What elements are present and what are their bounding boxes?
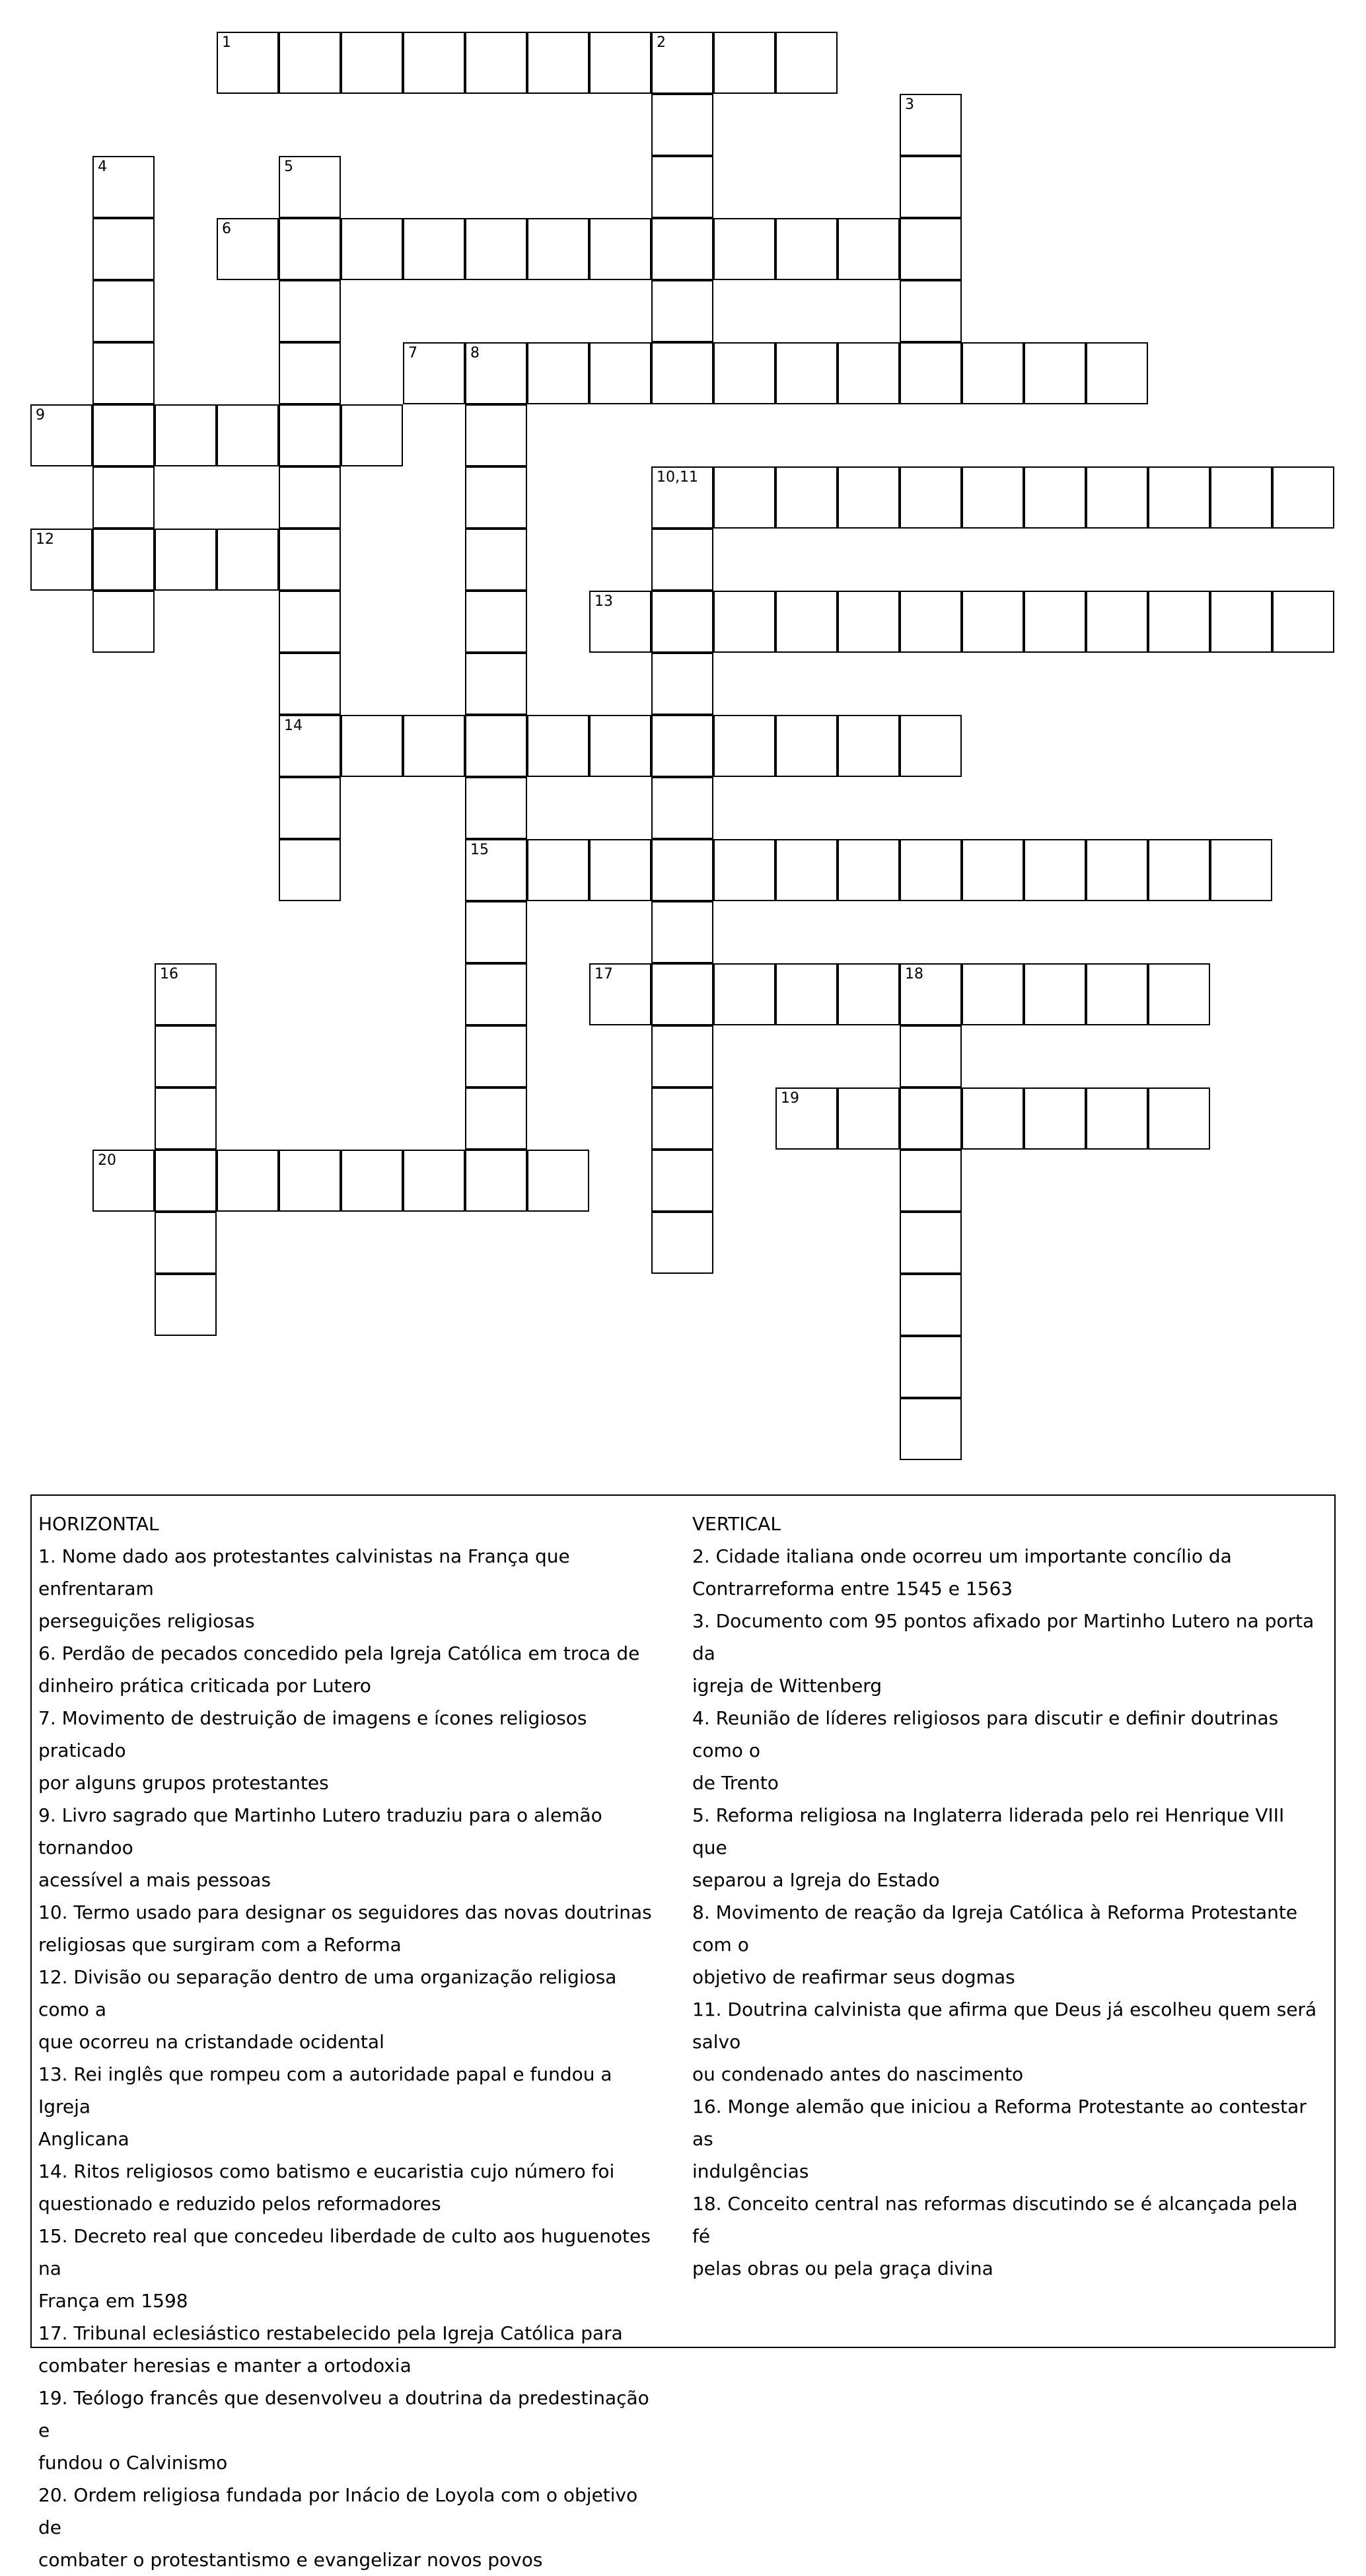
horizontal-clues: [38, 1508, 666, 2576]
grid-cell[interactable]: [465, 1025, 527, 1087]
grid-cell[interactable]: [465, 591, 527, 653]
grid-cell[interactable]: [838, 839, 900, 901]
grid-cell[interactable]: [1024, 342, 1086, 404]
grid-cell[interactable]: [1148, 466, 1210, 529]
clue-number: 13: [594, 593, 613, 610]
grid-cell[interactable]: [155, 1087, 217, 1150]
horizontal-heading: HORIZONTAL: [38, 1513, 159, 1535]
grid-cell[interactable]: [838, 963, 900, 1025]
grid-cell[interactable]: [713, 218, 775, 280]
grid-cell[interactable]: [403, 218, 465, 280]
grid-cell[interactable]: [651, 839, 713, 901]
grid-cell[interactable]: [465, 529, 527, 591]
vertical-clue-list: [692, 1540, 1320, 2285]
grid-cell[interactable]: [651, 777, 713, 839]
grid-cell[interactable]: [465, 777, 527, 839]
clue-line: Anglicana: [38, 2128, 129, 2150]
grid-cell[interactable]: [217, 1150, 279, 1212]
grid-cell[interactable]: [589, 839, 651, 901]
grid-cell[interactable]: [713, 342, 775, 404]
grid-cell[interactable]: [92, 591, 155, 653]
grid-cell[interactable]: [713, 591, 775, 653]
grid-cell[interactable]: [900, 591, 962, 653]
grid-cell[interactable]: [775, 591, 838, 653]
grid-cell[interactable]: [1024, 963, 1086, 1025]
clue-line: religiosas que surgiram com a Reforma: [38, 1934, 402, 1956]
grid-cell[interactable]: [465, 715, 527, 777]
grid-cell[interactable]: [279, 280, 341, 342]
clue-number: 19: [781, 1090, 799, 1107]
grid-cell[interactable]: [155, 1274, 217, 1336]
grid-cell[interactable]: [651, 280, 713, 342]
clue-line: 3. Documento com 95 pontos afixado por Martinho Lutero na porta da: [692, 1610, 1314, 1664]
clue-line: de Trento: [692, 1772, 779, 1794]
grid-cell[interactable]: [713, 32, 775, 94]
grid-cell[interactable]: [92, 156, 155, 218]
grid-cell[interactable]: [900, 280, 962, 342]
clue-number: 17: [594, 966, 613, 982]
clue-line: 7. Movimento de destruição de imagens e ícones religiosos praticado: [38, 1707, 587, 1761]
clue-line: dinheiro prática criticada por Lutero: [38, 1675, 371, 1697]
grid-cell[interactable]: [155, 1212, 217, 1274]
clue-line: 17. Tribunal eclesiástico restabelecido pela Igreja Católica para: [38, 2322, 623, 2344]
grid-cell[interactable]: [527, 218, 589, 280]
clue-number: 14: [284, 718, 303, 734]
grid-cell[interactable]: [589, 32, 651, 94]
clue-number: 2: [657, 34, 666, 51]
grid-cell[interactable]: [341, 32, 403, 94]
grid-cell[interactable]: [900, 342, 962, 404]
grid-cell[interactable]: [155, 1025, 217, 1087]
grid-cell[interactable]: [589, 591, 651, 653]
grid-cell[interactable]: [465, 1150, 527, 1212]
grid-cell[interactable]: [155, 529, 217, 591]
grid-cell[interactable]: [1024, 466, 1086, 529]
clue-line: 5. Reforma religiosa na Inglaterra liderada pelo rei Henrique VIII que: [692, 1804, 1285, 1858]
grid-cell[interactable]: [217, 218, 279, 280]
grid-cell[interactable]: [92, 280, 155, 342]
grid-cell[interactable]: [651, 715, 713, 777]
grid-cell[interactable]: [155, 404, 217, 466]
grid-cell[interactable]: [900, 1398, 962, 1460]
clue-number: 3: [905, 96, 914, 113]
grid-cell[interactable]: [279, 218, 341, 280]
grid-cell[interactable]: [962, 342, 1024, 404]
grid-cell[interactable]: [838, 466, 900, 529]
grid-cell[interactable]: [651, 32, 713, 94]
grid-cell[interactable]: [775, 466, 838, 529]
grid-cell[interactable]: [527, 32, 589, 94]
clue-number: 10,11: [657, 469, 698, 486]
grid-cell[interactable]: [1210, 591, 1272, 653]
grid-cell[interactable]: [651, 156, 713, 218]
clue-line: 11. Doutrina calvinista que afirma que Deus já escolheu quem será salvo: [692, 1999, 1317, 2053]
grid-cell[interactable]: [838, 591, 900, 653]
grid-cell[interactable]: [217, 32, 279, 94]
grid-cell[interactable]: [465, 218, 527, 280]
clues-box: [30, 1494, 1336, 2571]
grid-cell[interactable]: [465, 839, 527, 901]
grid-cell[interactable]: [775, 342, 838, 404]
grid-cell[interactable]: [651, 653, 713, 715]
clue-line: 12. Divisão ou separação dentro de uma organização religiosa como a: [38, 1966, 617, 2020]
grid-cell[interactable]: [713, 466, 775, 529]
clue-number: 5: [284, 159, 293, 175]
grid-cell[interactable]: [1086, 1087, 1148, 1150]
grid-cell[interactable]: [1086, 591, 1148, 653]
grid-cell[interactable]: [465, 963, 527, 1025]
grid-cell[interactable]: [465, 466, 527, 529]
clue-line: combater o protestantismo e evangelizar novos povos: [38, 2549, 543, 2571]
grid-cell[interactable]: [900, 1274, 962, 1336]
clue-line: objetivo de reafirmar seus dogmas: [692, 1966, 1015, 1988]
grid-cell[interactable]: [279, 715, 341, 777]
grid-cell[interactable]: [341, 715, 403, 777]
grid-cell[interactable]: [341, 218, 403, 280]
grid-cell[interactable]: [92, 529, 155, 591]
clue-number: 4: [98, 159, 107, 175]
grid-cell[interactable]: [1272, 591, 1334, 653]
grid-cell[interactable]: [589, 715, 651, 777]
grid-cell[interactable]: [1272, 466, 1334, 529]
grid-cell[interactable]: [279, 529, 341, 591]
grid-cell[interactable]: [527, 715, 589, 777]
grid-cell[interactable]: [651, 1212, 713, 1274]
grid-cell[interactable]: [30, 404, 92, 466]
grid-cell[interactable]: [279, 777, 341, 839]
clue-line: 16. Monge alemão que iniciou a Reforma Protestante ao contestar as: [692, 2096, 1307, 2150]
grid-cell[interactable]: [838, 342, 900, 404]
clue-number: 20: [98, 1152, 116, 1169]
grid-cell[interactable]: [775, 218, 838, 280]
grid-cell[interactable]: [900, 1150, 962, 1212]
vertical-clues: [692, 1508, 1320, 2285]
grid-cell[interactable]: [900, 839, 962, 901]
clue-number: 7: [408, 345, 417, 361]
grid-cell[interactable]: [651, 1150, 713, 1212]
grid-cell[interactable]: [651, 218, 713, 280]
grid-cell[interactable]: [403, 32, 465, 94]
grid-cell[interactable]: [1148, 591, 1210, 653]
clue-number: 6: [222, 221, 231, 237]
clue-line: 6. Perdão de pecados concedido pela Igreja Católica em troca de: [38, 1642, 640, 1664]
horizontal-clue-list: [38, 1540, 666, 2576]
grid-cell[interactable]: [589, 218, 651, 280]
grid-cell[interactable]: [465, 32, 527, 94]
grid-cell[interactable]: [1148, 839, 1210, 901]
grid-cell[interactable]: [217, 404, 279, 466]
grid-cell[interactable]: [92, 404, 155, 466]
grid-cell[interactable]: [341, 404, 403, 466]
grid-cell[interactable]: [900, 715, 962, 777]
grid-cell[interactable]: [775, 963, 838, 1025]
clue-number: 16: [160, 966, 178, 982]
grid-cell[interactable]: [279, 591, 341, 653]
grid-cell[interactable]: [775, 839, 838, 901]
clue-number: 8: [470, 345, 480, 361]
grid-cell[interactable]: [962, 466, 1024, 529]
clue-number: 15: [470, 842, 489, 858]
grid-cell[interactable]: [900, 94, 962, 156]
clue-line: questionado e reduzido pelos reformadores: [38, 2193, 441, 2215]
grid-cell[interactable]: [465, 653, 527, 715]
clue-line: 20. Ordem religiosa fundada por Inácio de Loyola com o objetivo de: [38, 2484, 638, 2538]
clue-number: 9: [36, 407, 45, 423]
clue-line: 1. Nome dado aos protestantes calvinistas na França que enfrentaram: [38, 1545, 570, 1600]
grid-cell[interactable]: [1210, 466, 1272, 529]
grid-cell[interactable]: [838, 715, 900, 777]
grid-cell[interactable]: [775, 715, 838, 777]
grid-cell[interactable]: [962, 591, 1024, 653]
clue-line: 14. Ritos religiosos como batismo e eucaristia cujo número foi: [38, 2160, 615, 2182]
grid-cell[interactable]: [713, 963, 775, 1025]
grid-cell[interactable]: [838, 218, 900, 280]
grid-cell[interactable]: [403, 342, 465, 404]
grid-cell[interactable]: [279, 839, 341, 901]
grid-cell[interactable]: [279, 653, 341, 715]
grid-cell[interactable]: [279, 32, 341, 94]
grid-cell[interactable]: [651, 529, 713, 591]
grid-cell[interactable]: [279, 404, 341, 466]
clue-number: 1: [222, 34, 231, 51]
grid-cell[interactable]: [651, 1087, 713, 1150]
clue-line: 4. Reunião de líderes religiosos para discutir e definir doutrinas como o: [692, 1707, 1279, 1761]
grid-cell[interactable]: [900, 1087, 962, 1150]
grid-cell[interactable]: [651, 901, 713, 963]
clue-line: 15. Decreto real que concedeu liberdade de culto aos huguenotes na: [38, 2225, 651, 2279]
grid-cell[interactable]: [900, 1025, 962, 1087]
grid-cell[interactable]: [1148, 963, 1210, 1025]
grid-cell[interactable]: [217, 529, 279, 591]
grid-cell[interactable]: [1024, 839, 1086, 901]
grid-cell[interactable]: [341, 1150, 403, 1212]
grid-cell[interactable]: [1086, 963, 1148, 1025]
grid-cell[interactable]: [279, 466, 341, 529]
grid-cell[interactable]: [651, 342, 713, 404]
grid-cell[interactable]: [465, 901, 527, 963]
clue-line: 10. Termo usado para designar os seguidores das novas doutrinas: [38, 1901, 652, 1923]
clue-line: acessível a mais pessoas: [38, 1869, 271, 1891]
grid-cell[interactable]: [1024, 591, 1086, 653]
grid-cell[interactable]: [1086, 839, 1148, 901]
grid-cell[interactable]: [155, 1150, 217, 1212]
grid-cell[interactable]: [279, 342, 341, 404]
grid-cell[interactable]: [775, 1087, 838, 1150]
grid-cell[interactable]: [1148, 1087, 1210, 1150]
grid-cell[interactable]: [962, 1087, 1024, 1150]
grid-cell[interactable]: [1210, 839, 1272, 901]
grid-cell[interactable]: [962, 839, 1024, 901]
clue-line: 18. Conceito central nas reformas discutindo se é alcançada pela fé: [692, 2193, 1298, 2247]
grid-cell[interactable]: [651, 591, 713, 653]
clue-number: 12: [36, 531, 54, 548]
clue-line: igreja de Wittenberg: [692, 1675, 882, 1697]
grid-cell[interactable]: [651, 94, 713, 156]
grid-cell[interactable]: [92, 342, 155, 404]
clue-line: indulgências: [692, 2160, 809, 2182]
clue-line: por alguns grupos protestantes: [38, 1772, 329, 1794]
clue-line: 13. Rei inglês que rompeu com a autoridade papal e fundou a Igreja: [38, 2063, 612, 2117]
grid-cell[interactable]: [92, 1150, 155, 1212]
grid-cell[interactable]: [651, 466, 713, 529]
clue-line: que ocorreu na cristandade ocidental: [38, 2031, 384, 2053]
grid-cell[interactable]: [589, 963, 651, 1025]
grid-cell[interactable]: [92, 466, 155, 529]
grid-cell[interactable]: [713, 839, 775, 901]
clue-line: Contrarreforma entre 1545 e 1563: [692, 1578, 1013, 1600]
grid-cell[interactable]: [1086, 342, 1148, 404]
clue-line: separou a Igreja do Estado: [692, 1869, 940, 1891]
grid-cell[interactable]: [775, 32, 838, 94]
grid-cell[interactable]: [900, 466, 962, 529]
clue-line: combater heresias e manter a ortodoxia: [38, 2355, 412, 2376]
clue-number: 18: [905, 966, 923, 982]
grid-cell[interactable]: [900, 1336, 962, 1398]
grid-cell[interactable]: [30, 529, 92, 591]
grid-cell[interactable]: [465, 404, 527, 466]
grid-cell[interactable]: [900, 156, 962, 218]
grid-cell[interactable]: [279, 1150, 341, 1212]
grid-cell[interactable]: [713, 715, 775, 777]
grid-cell[interactable]: [527, 839, 589, 901]
clue-line: França em 1598: [38, 2290, 188, 2312]
grid-cell[interactable]: [900, 218, 962, 280]
grid-cell[interactable]: [962, 963, 1024, 1025]
grid-cell[interactable]: [838, 1087, 900, 1150]
grid-cell[interactable]: [527, 1150, 589, 1212]
clue-line: perseguições religiosas: [38, 1610, 255, 1632]
grid-cell[interactable]: [403, 1150, 465, 1212]
clue-line: 8. Movimento de reação da Igreja Católica à Reforma Protestante com o: [692, 1901, 1298, 1956]
grid-cell[interactable]: [651, 963, 713, 1025]
grid-cell[interactable]: [900, 963, 962, 1025]
grid-cell[interactable]: [465, 1087, 527, 1150]
clue-line: fundou o Calvinismo: [38, 2452, 228, 2474]
grid-cell[interactable]: [1086, 466, 1148, 529]
clue-line: pelas obras ou pela graça divina: [692, 2258, 993, 2279]
grid-cell[interactable]: [155, 963, 217, 1025]
grid-cell[interactable]: [279, 156, 341, 218]
grid-cell[interactable]: [403, 715, 465, 777]
grid-cell[interactable]: [651, 1025, 713, 1087]
grid-cell[interactable]: [1024, 1087, 1086, 1150]
vertical-heading: VERTICAL: [692, 1513, 781, 1535]
grid-cell[interactable]: [527, 342, 589, 404]
clue-line: 19. Teólogo francês que desenvolveu a doutrina da predestinação e: [38, 2387, 649, 2441]
grid-cell[interactable]: [900, 1212, 962, 1274]
clue-line: 9. Livro sagrado que Martinho Lutero traduziu para o alemão tornandoo: [38, 1804, 602, 1858]
grid-cell[interactable]: [589, 342, 651, 404]
grid-cell[interactable]: [92, 218, 155, 280]
clue-line: ou condenado antes do nascimento: [692, 2063, 1024, 2085]
grid-cell[interactable]: [465, 342, 527, 404]
clue-line: 2. Cidade italiana onde ocorreu um importante concílio da: [692, 1545, 1232, 1567]
